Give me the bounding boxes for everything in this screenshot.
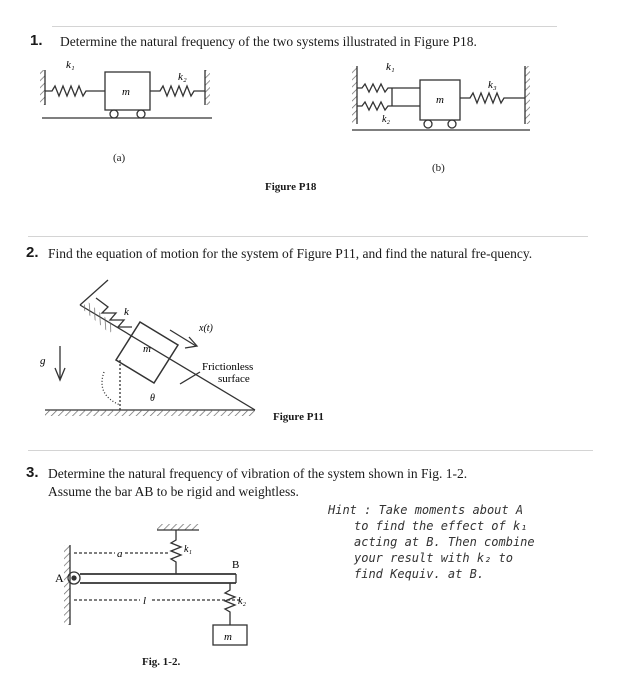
fig-b-k1-label: k₁ bbox=[386, 61, 395, 73]
fig12-k1-label: k₁ bbox=[184, 544, 192, 555]
fig12-B-label: B bbox=[232, 559, 240, 571]
q3-text-line1: Determine the natural frequency of vibration of the system shown in Fig. 1-2. bbox=[48, 466, 468, 481]
hint-line: Hint : Take moments about A bbox=[328, 503, 524, 517]
q1-text: Determine the natural frequency of the two systems illustrated in Figure P18. bbox=[60, 34, 477, 49]
fig12-a-label: a bbox=[117, 548, 123, 560]
fig-a-caption: (a) bbox=[113, 152, 126, 164]
q3-number: 3. bbox=[26, 464, 39, 481]
p11-k-label: k bbox=[124, 306, 129, 318]
q2-text: Find the equation of motion for the system of Figure P11, and find the natural fre-quency. bbox=[48, 246, 533, 261]
fig12-A-label: A bbox=[55, 571, 64, 585]
p11-surface-label-2: surface bbox=[218, 373, 250, 385]
fig-b-k3-label: k₃ bbox=[488, 79, 497, 91]
hint-line: acting at B. Then combine bbox=[354, 535, 535, 549]
hint-line: to find the effect of k₁ bbox=[354, 519, 528, 533]
hint-line: your result with k₂ to bbox=[354, 551, 513, 565]
figure-p11-caption: Figure P11 bbox=[273, 411, 324, 423]
figure-1-2 bbox=[64, 524, 247, 645]
figure-1-2-caption: Fig. 1-2. bbox=[142, 656, 181, 668]
q2-number: 2. bbox=[26, 244, 39, 261]
q2-rule bbox=[28, 236, 588, 237]
fig12-mass-label: m bbox=[224, 631, 232, 643]
p11-g-label: g bbox=[40, 355, 46, 367]
fig-b-mass-label: m bbox=[436, 94, 444, 106]
fig-a-mass-label: m bbox=[122, 86, 130, 98]
p11-mass-label: m bbox=[143, 343, 151, 355]
q3-rule bbox=[28, 450, 593, 451]
fig-a-k1-label: k₁ bbox=[66, 59, 75, 71]
q3-text-line2: Assume the bar AB to be rigid and weightless. bbox=[48, 484, 299, 499]
hint-line: find Kequiv. at B. bbox=[354, 567, 485, 581]
p11-theta-label: θ bbox=[150, 393, 155, 404]
handwritten-hint bbox=[328, 502, 535, 582]
fig-b-caption: (b) bbox=[432, 162, 445, 174]
fig12-l-label: l bbox=[143, 595, 147, 607]
fig12-k2-label: k₂ bbox=[238, 596, 246, 607]
fig-b-k2-label: k₂ bbox=[382, 114, 390, 125]
q1-number: 1. bbox=[30, 32, 43, 49]
fig-a-k2-label: k₂ bbox=[178, 71, 187, 83]
p11-x-label: x(t) bbox=[199, 323, 213, 334]
p11-surface-label-1: Frictionless bbox=[202, 361, 254, 373]
figure-p18-caption: Figure P18 bbox=[265, 181, 317, 193]
